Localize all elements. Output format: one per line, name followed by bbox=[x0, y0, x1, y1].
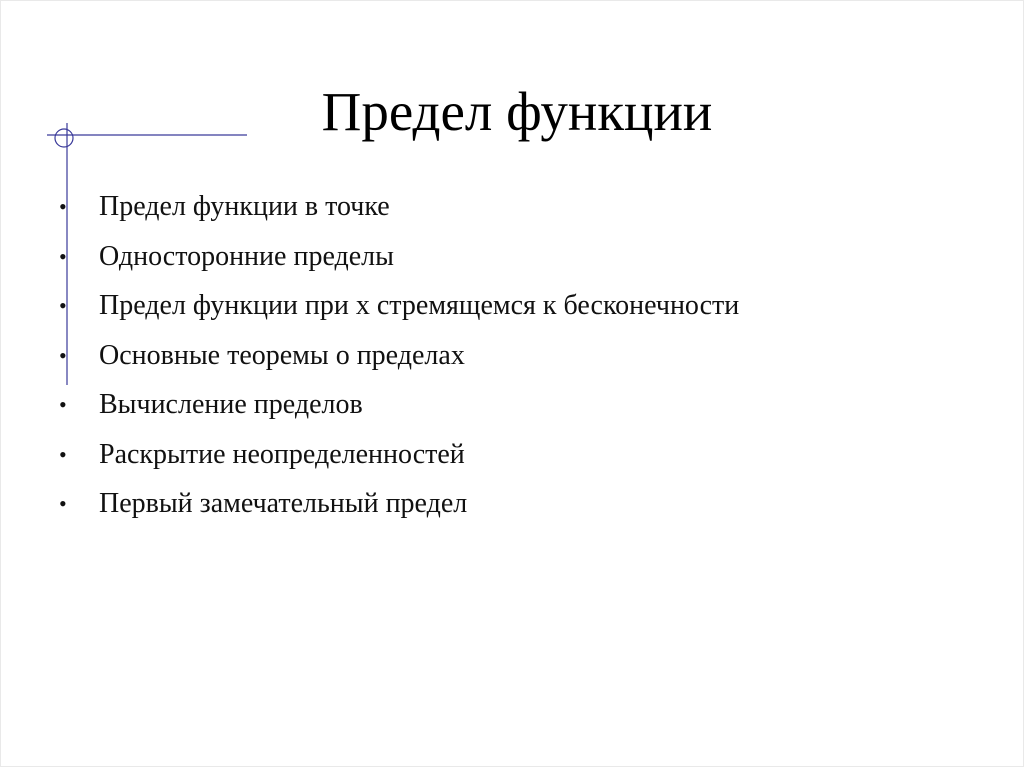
bullet-icon: • bbox=[59, 392, 67, 417]
bullet-icon: • bbox=[59, 491, 67, 516]
slide-title: Предел функции bbox=[321, 81, 713, 142]
list-item-label: Вычисление пределов bbox=[99, 389, 363, 420]
list-item-label: Первый замечательный предел bbox=[99, 488, 468, 519]
bullet-icon: • bbox=[59, 342, 67, 368]
list-item-label: Раскрытие неопределенностей bbox=[99, 438, 465, 470]
bullet-icon: • bbox=[59, 441, 67, 467]
bullet-icon: • bbox=[59, 293, 67, 318]
list-item-label: Основные теоремы о пределах bbox=[99, 339, 465, 371]
list-item-label: Односторонние пределы bbox=[99, 240, 394, 272]
bullet-icon: • bbox=[59, 194, 67, 219]
bullet-icon: • bbox=[59, 243, 67, 269]
list-item-label: Предел функции при х стремящемся к бесконечности bbox=[99, 290, 740, 321]
list-item-label: Предел функции в точке bbox=[99, 191, 390, 222]
